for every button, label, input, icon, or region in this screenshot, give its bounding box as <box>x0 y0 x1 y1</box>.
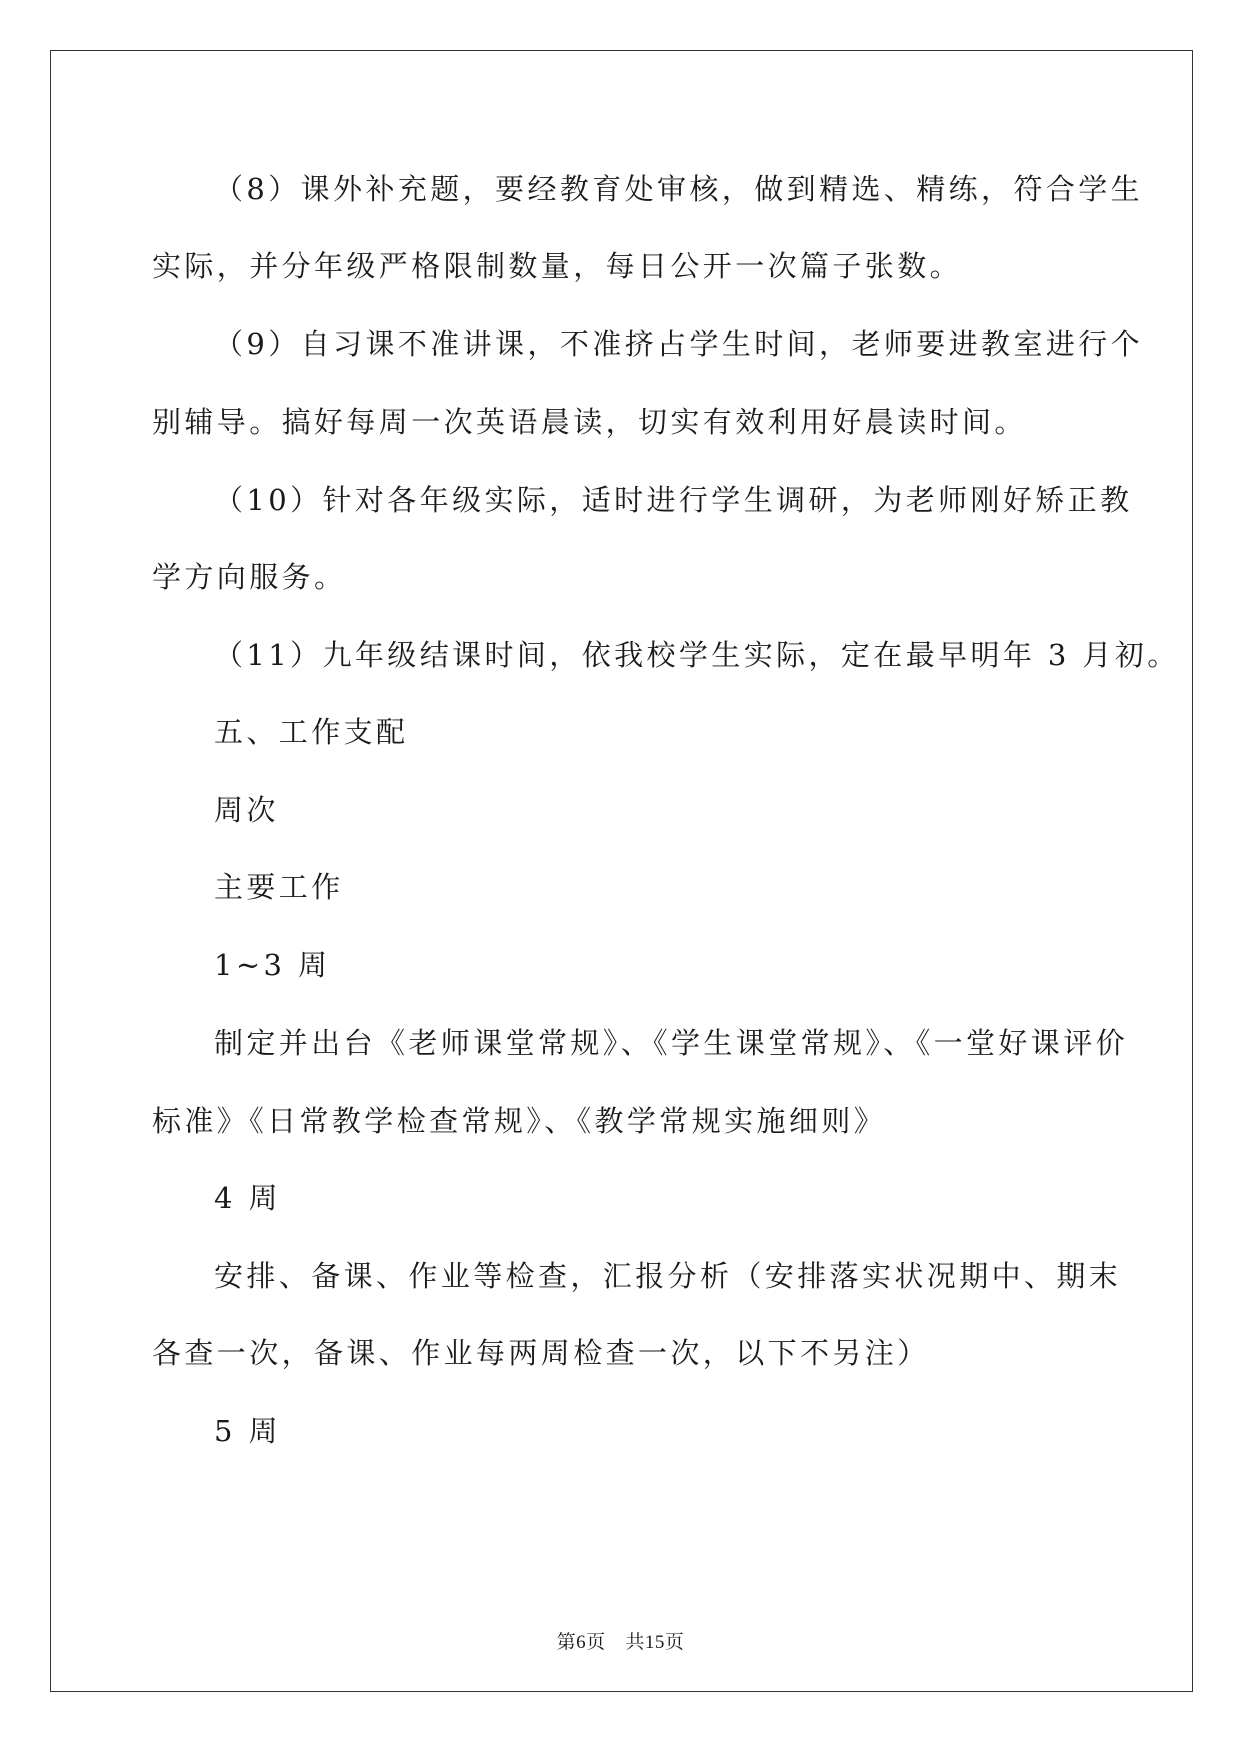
paragraph-line: （9）自习课不准讲课，不准挤占学生时间，老师要进教室进行个 <box>214 327 1144 361</box>
total-pages: 15 <box>644 1632 665 1653</box>
table-header-work: 主要工作 <box>214 870 344 904</box>
page-label-suffix: 页 <box>586 1632 606 1653</box>
total-label-prefix: 共 <box>625 1632 645 1653</box>
week-label: 4 周 <box>214 1181 281 1215</box>
paragraph-line: 安排、备课、作业等检查，汇报分析（安排落实状况期中、期末 <box>214 1259 1122 1293</box>
total-label-suffix: 页 <box>664 1632 685 1653</box>
paragraph-line: 学方向服务。 <box>152 560 347 594</box>
paragraph-line: （8）课外补充题，要经教育处审核，做到精选、精练，符合学生 <box>214 172 1144 206</box>
section-heading: 五、工作支配 <box>214 715 409 749</box>
page-number: 6 <box>576 1632 587 1653</box>
paragraph-line: 实际，并分年级严格限制数量，每日公开一次篇子张数。 <box>152 249 963 283</box>
paragraph-line: 制定并出台《老师课堂常规》、《学生课堂常规》、《一堂好课评价 <box>214 1026 1129 1060</box>
page-footer <box>0 1627 1241 1654</box>
table-header-week: 周次 <box>214 793 279 827</box>
page-label-prefix: 第 <box>556 1632 577 1653</box>
paragraph-line: 别辅导。搞好每周一次英语晨读，切实有效利用好晨读时间。 <box>152 405 1027 439</box>
paragraph-line: （10）针对各年级实际，适时进行学生调研，为老师刚好矫正教 <box>214 483 1133 517</box>
paragraph-line: 标准》《日常教学检查常规》、《教学常规实施细则》 <box>152 1104 887 1138</box>
paragraph-line: （11）九年级结课时间，依我校学生实际，定在最早明年 3 月初。 <box>214 638 1180 672</box>
paragraph-line: 各查一次，备课、作业每两周检查一次，以下不另注） <box>152 1336 930 1370</box>
week-label: 5 周 <box>214 1414 281 1448</box>
week-label: 1~3 周 <box>214 948 331 982</box>
